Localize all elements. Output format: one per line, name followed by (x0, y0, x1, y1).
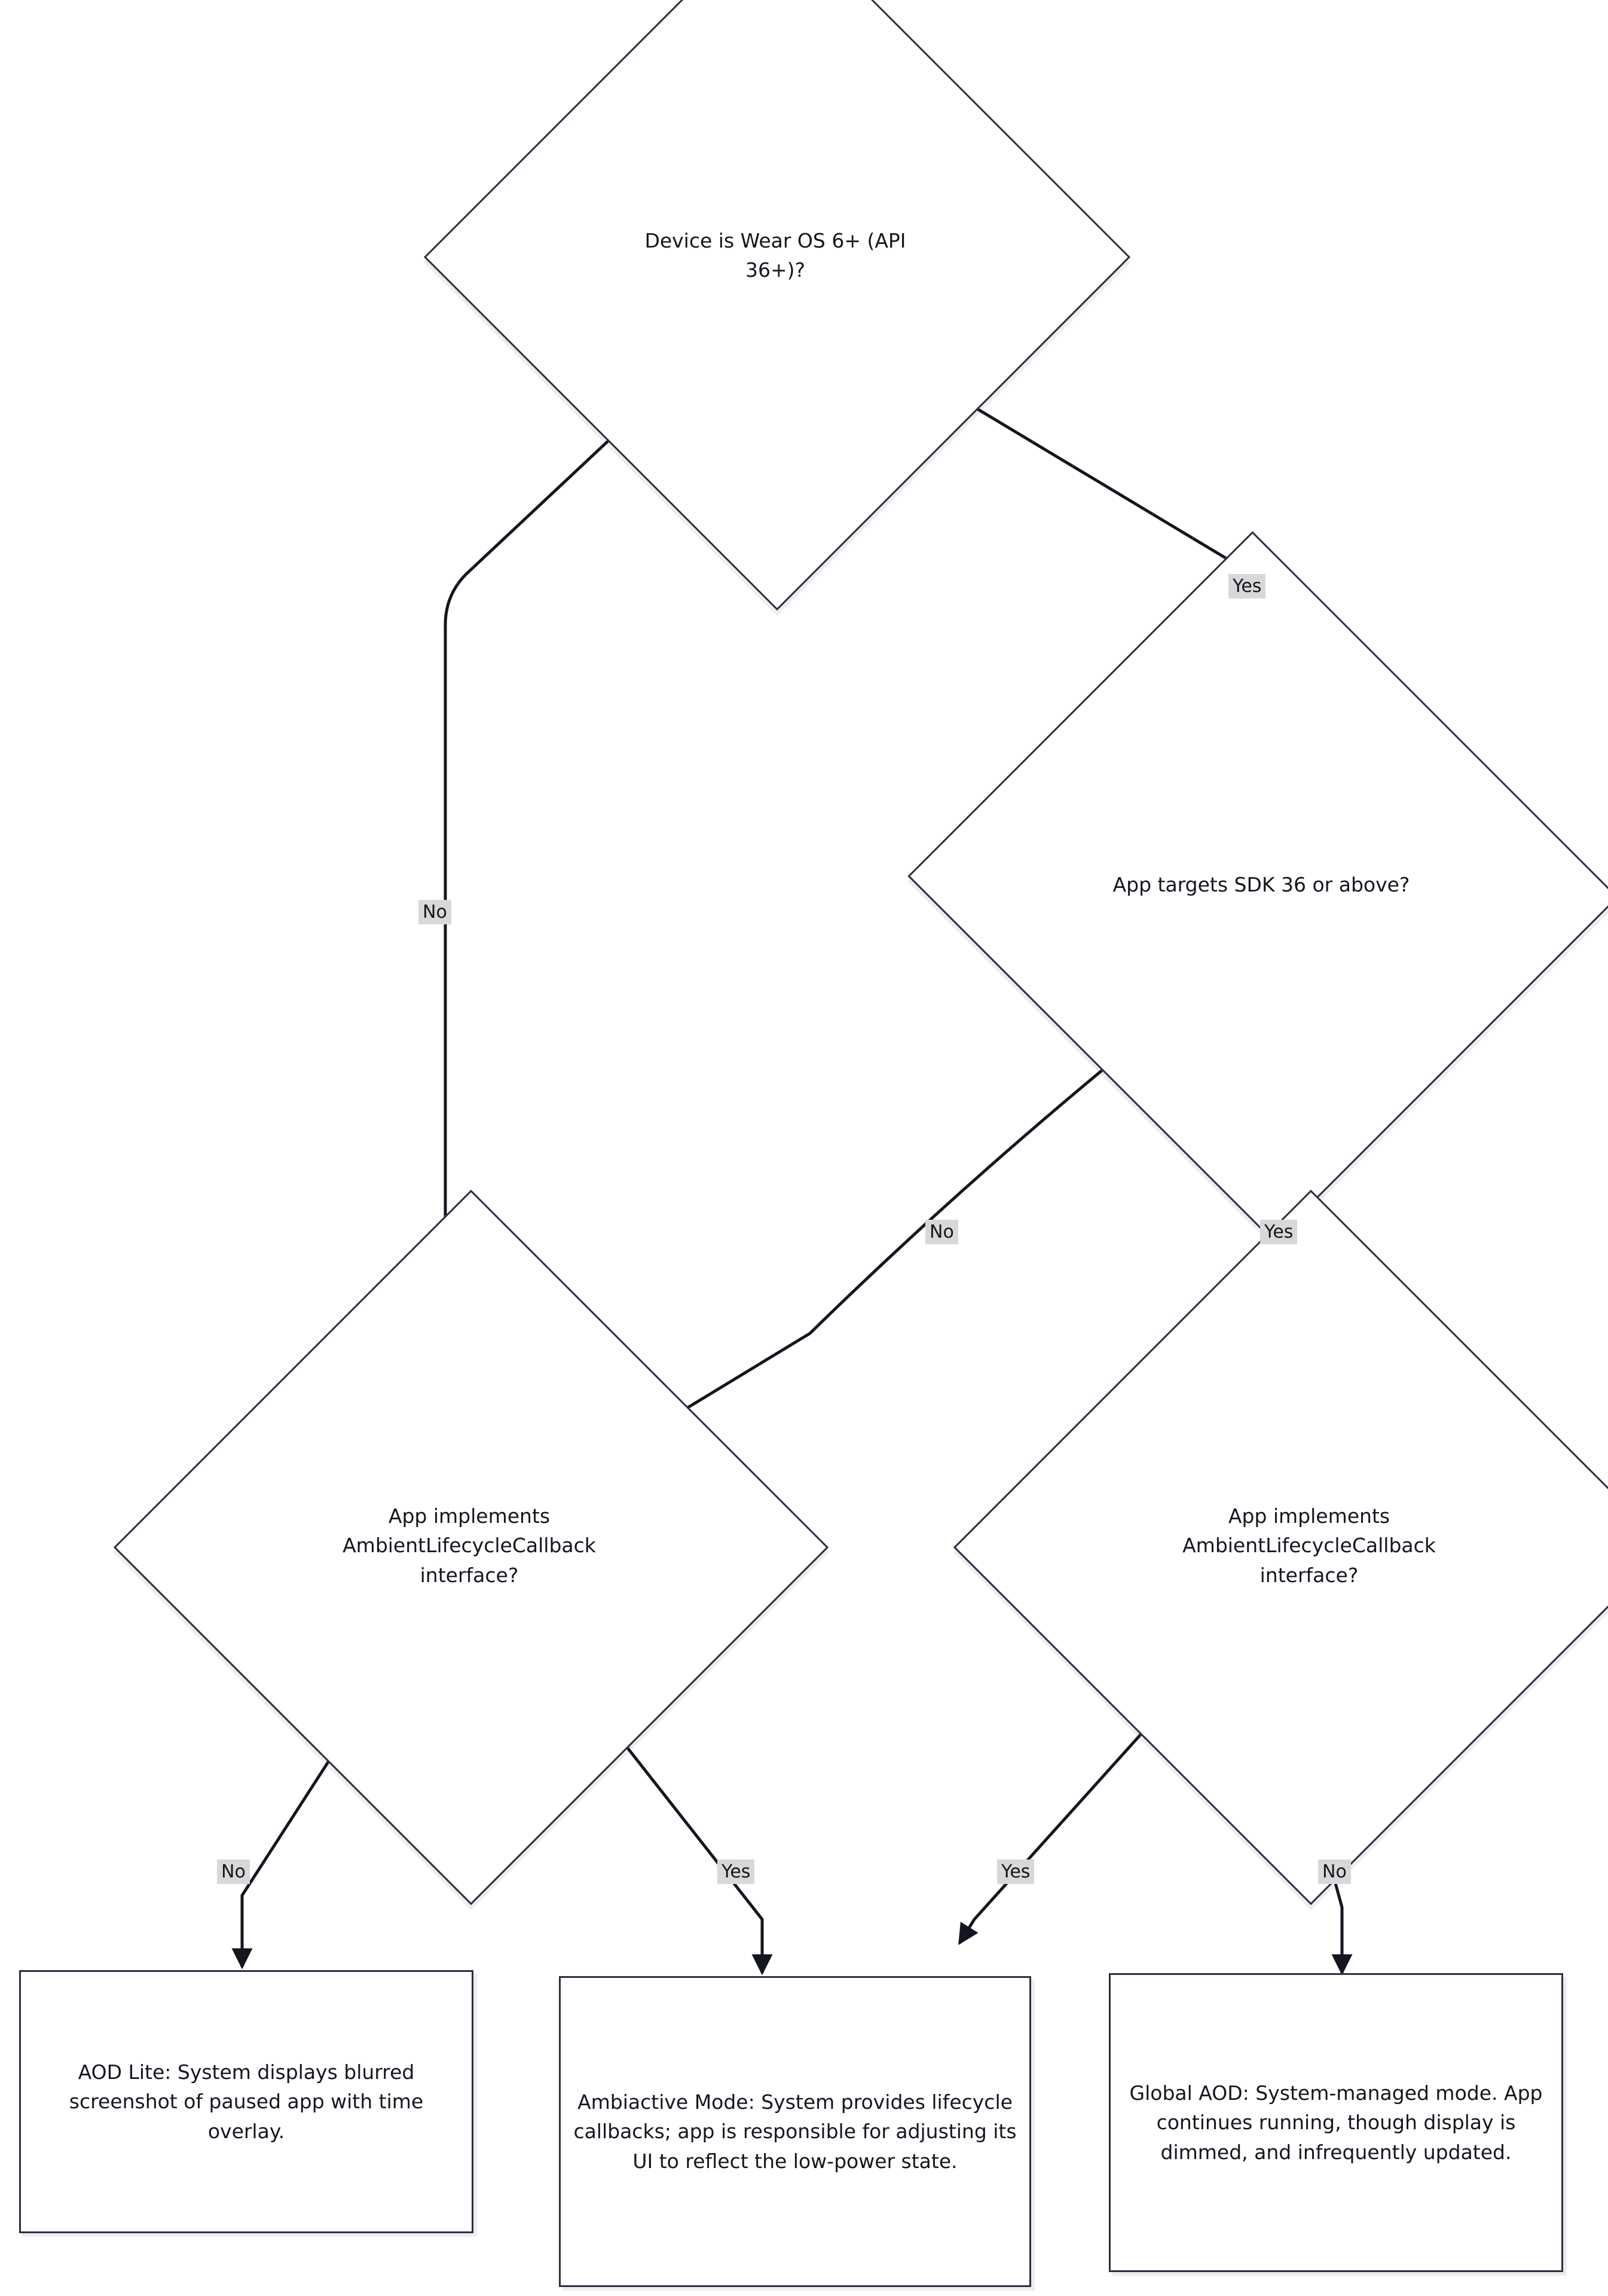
edge-path-wear-os-no (445, 395, 658, 1292)
edge-label-sdk-yes: Yes (1260, 1220, 1297, 1244)
decision-implements-callback-left[interactable] (218, 1294, 720, 1797)
node-label: Device is Wear OS 6+ (API 36+)? (644, 228, 906, 282)
decision-implements-callback-right[interactable] (1058, 1294, 1560, 1797)
node-label: Global AOD: System-managed mode. App continues running, though display is dimmed, and infrequently updated. (1129, 2081, 1543, 2164)
edge-label-wear-os-yes: Yes (1228, 574, 1265, 599)
edge-label-callback-right-no: No (1318, 1860, 1351, 1884)
node-label: App targets SDK 36 or above? (1112, 873, 1410, 897)
edge-label-sdk-no: No (925, 1220, 958, 1244)
node-label: AOD Lite: System displays blurred screenshot of paused app with time overlay. (69, 2060, 424, 2143)
node-label: Ambiactive Mode: System provides lifecycle callbacks; app is responsible for adjusting its UI to reflect the low-power state. (573, 2090, 1017, 2173)
node-label: App implements AmbientLifecycleCallback interface? (343, 1504, 596, 1587)
edge-label-callback-right-yes: Yes (997, 1860, 1034, 1884)
edge-label-callback-left-no: No (217, 1860, 250, 1884)
edge-label-wear-os-no: No (418, 900, 451, 924)
edge-label-callback-left-yes: Yes (717, 1860, 754, 1884)
decision-wear-os-6[interactable] (527, 7, 1023, 503)
result-global-aod[interactable] (1109, 1973, 1563, 2272)
result-aod-lite[interactable] (19, 1970, 473, 2233)
node-label: App implements AmbientLifecycleCallback interface? (1182, 1504, 1436, 1587)
result-ambiactive-mode[interactable] (559, 1976, 1031, 2287)
decision-targets-sdk-36[interactable] (1004, 643, 1518, 1127)
